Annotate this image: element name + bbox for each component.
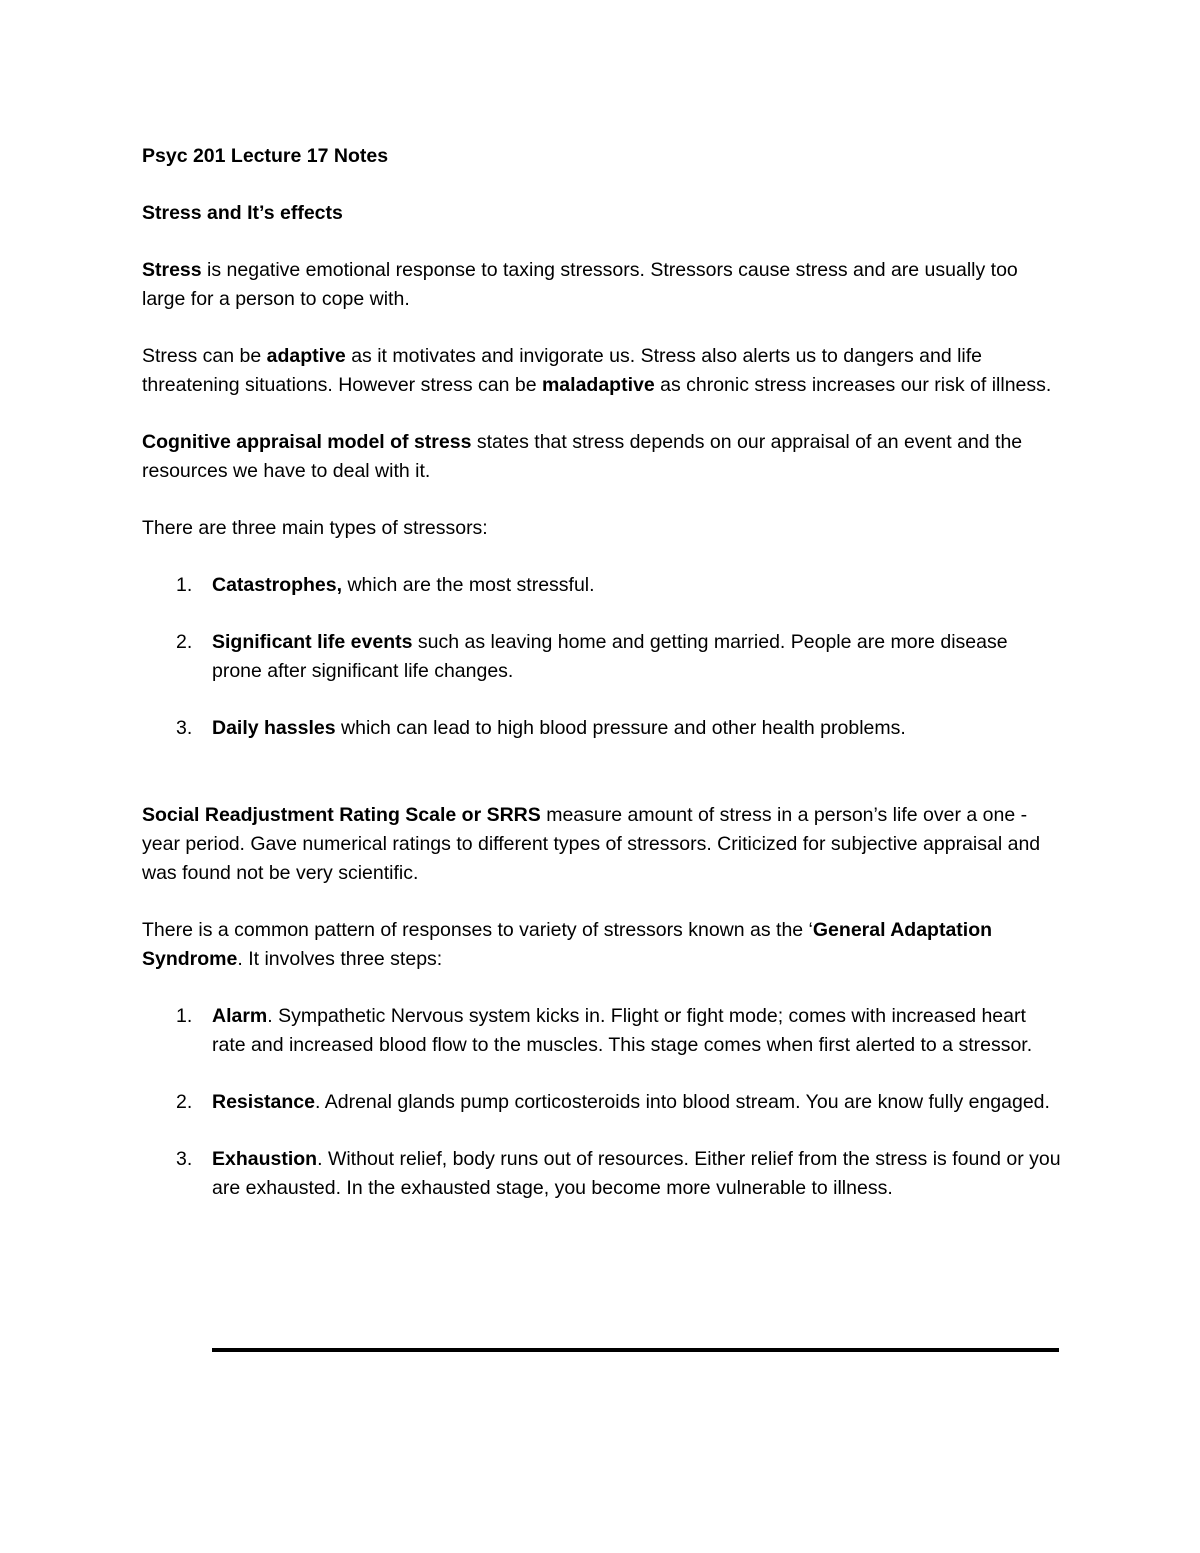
list-number: 2. <box>176 1091 193 1113</box>
list-term: Exhaustion <box>212 1148 318 1170</box>
list-text: such as leaving home and getting married. People are more disease prone after significant life changes. <box>212 631 1008 682</box>
paragraph-text: states that stress depends on our appraisal of an event and the resources we have to deal with it. <box>142 431 1023 482</box>
term-maladaptive: maladaptive <box>541 374 655 396</box>
document-title: Psyc 201 Lecture 17 Notes <box>142 145 389 167</box>
paragraph-text: as it motivates and invigorate us. Stress also alerts us to dangers and life threatening situations. However stress can be <box>142 345 983 396</box>
paragraph-text: measure amount of stress in a person’s life over a one -year period. Gave numerical ratings to different types of stressors. Criticized for subjective appraisal and was found not be very scientific. <box>142 804 1041 884</box>
paragraph-cognitive-appraisal <box>142 428 1062 486</box>
list-text: . Without relief, body runs out of resources. Either relief from the stress is found or you are exhausted. In the exhausted stage, you become more vulnerable to illness. <box>212 1148 1061 1199</box>
document-body <box>142 142 1062 1231</box>
gas-steps-list <box>142 1002 1062 1203</box>
paragraph-text: is negative emotional response to taxing stressors. Stressors cause stress and are usually too large for a person to cope with. <box>142 259 1018 310</box>
list-item <box>142 714 1062 743</box>
list-number: 1. <box>176 1005 193 1027</box>
list-term: Resistance <box>212 1091 315 1113</box>
paragraph-text: There is a common pattern of responses to variety of stressors known as the ‘ <box>142 919 813 941</box>
section-heading: Stress and It’s effects <box>142 202 343 224</box>
list-item <box>142 628 1062 686</box>
list-item <box>142 1002 1062 1060</box>
list-number: 3. <box>176 1148 193 1170</box>
paragraph-text: . It involves three steps: <box>237 948 443 970</box>
list-term: Catastrophes, <box>212 574 343 596</box>
paragraph-text: Stress can be <box>142 345 267 367</box>
list-term: Alarm <box>212 1005 268 1027</box>
list-text: . Sympathetic Nervous system kicks in. Flight or fight mode; comes with increased heart rate and increased blood flow to the muscles. This stage comes when first alerted to a stressor. <box>212 1005 1033 1056</box>
list-number: 3. <box>176 717 193 739</box>
paragraph-text: as chronic stress increases our risk of illness. <box>654 374 1052 396</box>
term-gas: General Adaptation Syndrome <box>142 919 993 970</box>
list-text: . Adrenal glands pump corticosteroids into blood stream. You are know fully engaged. <box>314 1091 1050 1113</box>
list-number: 1. <box>176 574 193 596</box>
list-text: which can lead to high blood pressure and other health problems. <box>335 717 906 739</box>
stressor-types-list <box>142 571 1062 743</box>
paragraph-stressor-types-intro: There are three main types of stressors: <box>142 517 488 539</box>
list-term: Daily hassles <box>212 717 336 739</box>
paragraph-adaptive <box>142 342 1062 400</box>
term-adaptive: adaptive <box>266 345 346 367</box>
list-item <box>142 1145 1062 1203</box>
list-number: 2. <box>176 631 193 653</box>
term-cognitive-appraisal: Cognitive appraisal model of stress <box>142 431 472 453</box>
term-stress: Stress <box>142 259 202 281</box>
paragraph-stress-definition <box>142 256 1062 314</box>
list-text: which are the most stressful. <box>342 574 595 596</box>
list-term: Significant life events <box>212 631 413 653</box>
list-item <box>142 1088 1062 1117</box>
list-item <box>142 571 1062 600</box>
horizontal-rule <box>212 1348 1059 1352</box>
paragraph-gas-intro <box>142 916 1062 974</box>
paragraph-srrs <box>142 801 1062 888</box>
term-srrs: Social Readjustment Rating Scale or SRRS <box>142 804 541 826</box>
